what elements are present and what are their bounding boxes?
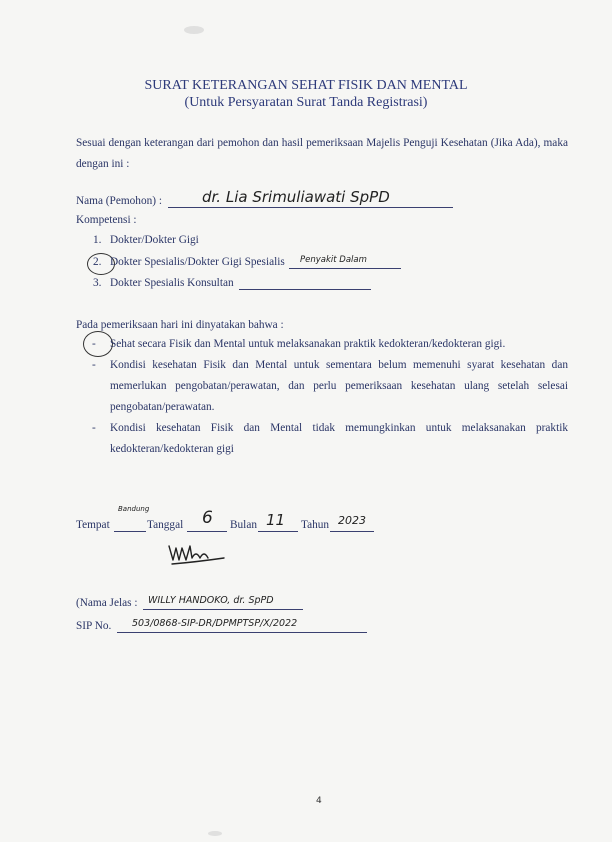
scan-smudge: [184, 26, 204, 34]
month-handwritten: 11: [266, 511, 286, 529]
signer-name-label: (Nama Jelas :: [76, 597, 138, 609]
competence-item-3: Dokter Spesialis Konsultan: [110, 277, 234, 289]
date-label: Tanggal: [147, 519, 184, 531]
competence-item-1: Dokter/Dokter Gigi: [110, 234, 199, 246]
applicant-underline: [168, 207, 453, 208]
place-label: Tempat: [76, 519, 110, 531]
year-underline: [330, 531, 374, 532]
exam-option-3: - Kondisi kesehatan Fisik dan Mental tidak memungkinkan untuk melaksanakan praktik kedokteran/kedokteran gigi: [92, 422, 568, 455]
signer-name-handwritten: WILLY HANDOKO, dr. SpPD: [148, 595, 274, 606]
exam-option-1: - Sehat secara Fisik dan Mental untuk melaksanakan praktik kedokteran/kedokteran gigi.: [92, 338, 506, 350]
intro-paragraph: Sesuai dengan keterangan dari pemohon dan hasil pemeriksaan Majelis Penguji Kesehatan (Jika Ada), maka dengan ini :: [76, 137, 568, 170]
month-label: Bulan: [230, 519, 257, 531]
year-handwritten: 2023: [338, 514, 366, 527]
place-underline: [114, 531, 146, 532]
competence-label: Kompetensi :: [76, 214, 137, 226]
exam-option-2: - Kondisi kesehatan Fisik dan Mental untuk sementara belum memenuhi syarat kesehatan dan memerlukan pengobatan/perawatan, dan perlu pemeriksaan kesehatan ulang setelah selesai pengobatan/perawatan.: [92, 359, 568, 413]
page-number: 4: [316, 796, 322, 806]
date-underline: [187, 531, 227, 532]
exam-label: Pada pemeriksaan hari ini dinyatakan bahwa :: [76, 319, 284, 331]
document-subtitle: (Untuk Persyaratan Surat Tanda Registrasi): [184, 95, 428, 110]
date-handwritten: 6: [202, 508, 213, 528]
signature-mark: [166, 540, 230, 568]
specialty-handwritten: Penyakit Dalam: [300, 255, 367, 265]
scan-smudge: [208, 831, 222, 836]
applicant-name-handwritten: dr. Lia Srimuliawati SpPD: [202, 188, 390, 206]
competence-item-1-number: 1.: [93, 234, 102, 246]
competence-item-3-number: 3.: [93, 277, 102, 289]
competence-item-3-underline: [239, 289, 371, 290]
competence-item-2-number: 2.: [93, 256, 102, 268]
signer-name-underline: [143, 609, 303, 610]
place-handwritten: Bandung: [118, 505, 150, 513]
month-underline: [258, 531, 298, 532]
competence-item-2: Dokter Spesialis/Dokter Gigi Spesialis: [110, 256, 285, 268]
document-title: SURAT KETERANGAN SEHAT FISIK DAN MENTAL: [144, 78, 468, 93]
sip-number-handwritten: 503/0868-SIP-DR/DPMPTSP/X/2022: [132, 618, 298, 629]
competence-item-2-underline: [289, 268, 401, 269]
applicant-label: Nama (Pemohon) :: [76, 195, 162, 207]
sip-label: SIP No.: [76, 620, 112, 632]
sip-underline: [117, 632, 367, 633]
year-label: Tahun: [301, 519, 330, 531]
